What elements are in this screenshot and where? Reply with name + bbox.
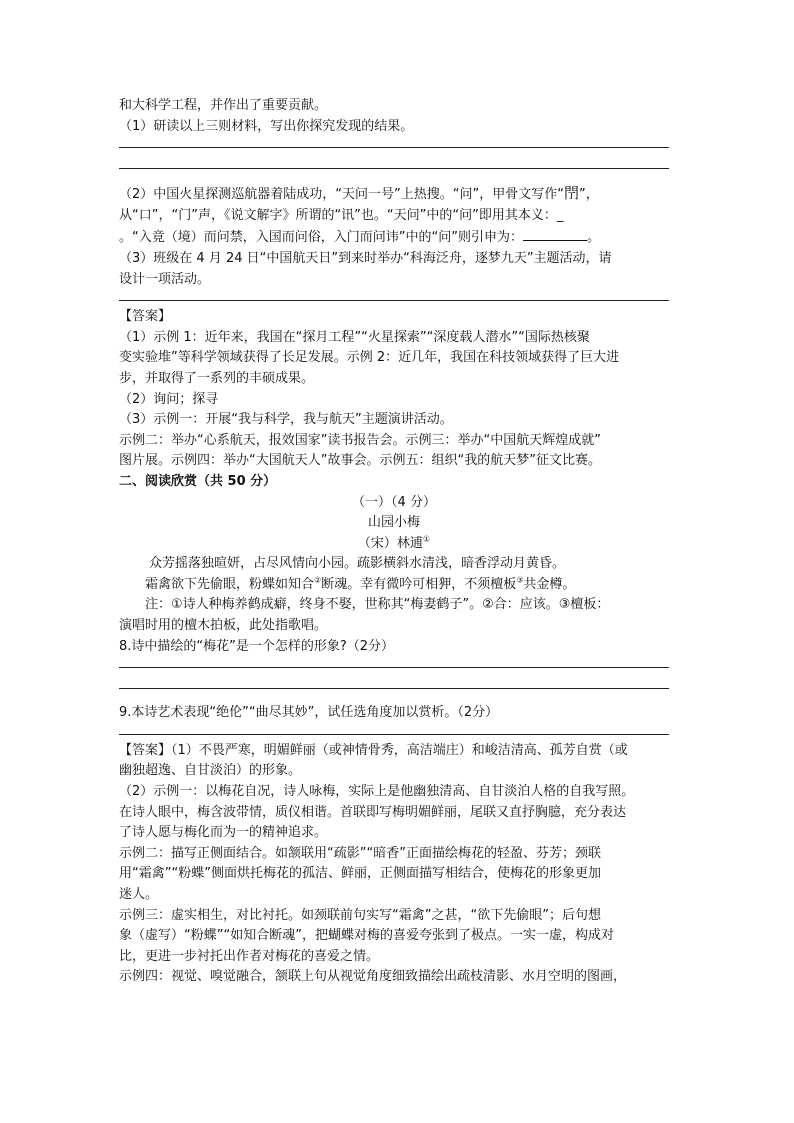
oracle-bone-glyph: 閅 (563, 184, 579, 203)
document-page (119, 96, 669, 988)
poem-text: 霜禽欲下先偷眼，粉蝶如知合 (145, 576, 315, 592)
answer-line: 幽独超逸、自甘淡泊）的形象。 (119, 763, 302, 779)
question-2-text: 。 (586, 230, 600, 246)
question-2-text: ”， (578, 187, 599, 203)
poem-text: 共金樽。 (523, 576, 576, 592)
text-line: 和大科学工程，并作出了重要贡献。 (119, 98, 328, 113)
answer-line: 步，并取得了一系列的丰硕成果。 (119, 370, 315, 386)
answer-line: 图片展。示例四：举办“大国航天人”故事会。示例五：组织“我的航天梦”征文比赛。 (119, 453, 601, 469)
author-name: （宋）林逋 (357, 535, 423, 551)
answer-line: 迷人。 (119, 887, 159, 902)
answer-line: （2）示例一：以梅花自况，诗人咏梅，实际上是他幽独清高、自甘淡泊人格的自我写照。 (119, 784, 635, 800)
answer-line: 【答案】（1）不畏严寒，明媚鲜丽（或神情骨秀，高洁端庄）和峻洁清高、孤芳自赏（或 (119, 742, 628, 758)
answer-rule (119, 290, 669, 301)
question-3-line-2: 设计一项活动。 (119, 271, 211, 287)
answer-line: 示例二：描写正侧面结合。如颔联用“疏影”“暗香”正面描绘梅花的轻盈、芬芳；颈联 (119, 845, 601, 861)
part-heading: （一）（4 分） (352, 494, 436, 510)
footnote-mark: ② (314, 575, 322, 585)
answer-rule (119, 137, 669, 148)
section-heading: 二、阅读欣赏（共 50 分） (119, 473, 277, 489)
question-2-line-1 (119, 183, 669, 206)
answer-line: （2）询问；探寻 (119, 391, 219, 407)
answer-line: 示例二：举办“心系航天，报效国家”读书报告会。示例三：举办“中国航天辉煌成就” (119, 432, 601, 448)
note-line-1: 注：①诗人种梅养鹤成癖，终身不娶，世称其“梅妻鹤子”。②合：应该。③檀板： (145, 597, 610, 613)
poem-author (119, 534, 669, 555)
question-9: 9.本诗艺术表现“绝伦”“曲尽其妙”，试任选角度加以赏析。（2分） (119, 705, 499, 721)
question-2-text: 。“入竟（境）而问禁，入国而问俗，入门而问讳”中的“问”则引申为： (119, 230, 523, 246)
question-1: （1）研读以上三则材料，写出你探究发现的结果。 (119, 118, 414, 134)
answer-line: 在诗人眼中，梅含波带情，质仪相谐。首联即写梅明媚鲜丽，尾联又直抒胸臆，充分表达 (119, 804, 627, 820)
question-8: 8.诗中描绘的“梅花”是一个怎样的形象?（2分） (119, 638, 395, 654)
fill-blank (523, 226, 587, 241)
footnote-mark: ③ (516, 575, 524, 585)
poem-line-1: 众芳摇落独暄妍，占尽风情向小园。疏影横斜水清浅，暗香浮动月黄昏。 (149, 556, 566, 572)
answer-tag: 【答案】 (119, 309, 172, 325)
answer-rule (119, 678, 669, 689)
answer-line: 了诗人愿与梅化而为一的精神追求。 (119, 825, 328, 841)
answer-line: 示例四：视觉、嗅觉融合，颔联上句从视觉角度细致描绘出疏枝清影、水月空明的图画， (119, 969, 627, 985)
answer-line: （1）示例 1：近年来，我国在“探月工程”“火星探索”“深度载人潜水”“国际热核聚 (119, 329, 590, 345)
note-line-2: 演唱时用的檀木拍板，此处指歌唱。 (119, 618, 328, 634)
answer-rule (119, 657, 669, 668)
footnote-mark: ① (422, 534, 431, 544)
question-2-line-2: 从“口”，“门”声，《说文解字》所谓的“讯”也。“天问”中的“问”即用其本义：_ (119, 207, 564, 223)
poem-text: 断魂。幸有微吟可相狎，不须檀板 (321, 576, 517, 592)
question-2-text: （2）中国火星探测巡航器着陆成功，“天问一号”上热搜。“问”，甲骨文写作“ (119, 187, 564, 203)
question-3-line-1: （3）班级在 4 月 24 日“中国航天日”到来时举办“科海泛舟，逐梦九天”主题活动，请 (119, 250, 612, 266)
answer-line: 变实验堆”等科学领域获得了长足发展。示例 2：近几年，我国在科技领域获得了巨大进 (119, 350, 620, 366)
poem-title: 山园小梅 (367, 515, 420, 531)
answer-line: （3）示例一：开展“我与科学，我与航天”主题演讲活动。 (119, 412, 453, 428)
question-2-line-3 (119, 226, 669, 249)
poem-line-2 (119, 575, 669, 596)
answer-rule (119, 158, 669, 169)
answer-line: 象（虚写）“粉蝶”“如知合断魂”，把蝴蝶对梅的喜爱夸张到了极点。一实一虚，构成对 (119, 928, 614, 944)
answer-line: 用“霜禽”“粉蝶”侧面烘托梅花的孤洁、鲜丽，正侧面描写相结合，使梅花的形象更加 (119, 866, 601, 882)
answer-rule (119, 724, 669, 735)
answer-line: 比，更进一步衬托出作者对梅花的喜爱之情。 (119, 948, 380, 964)
answer-line: 示例三：虚实相生，对比衬托。如颈联前句实写“霜禽”之甚，“欲下先偷眼”；后句想 (119, 907, 601, 923)
